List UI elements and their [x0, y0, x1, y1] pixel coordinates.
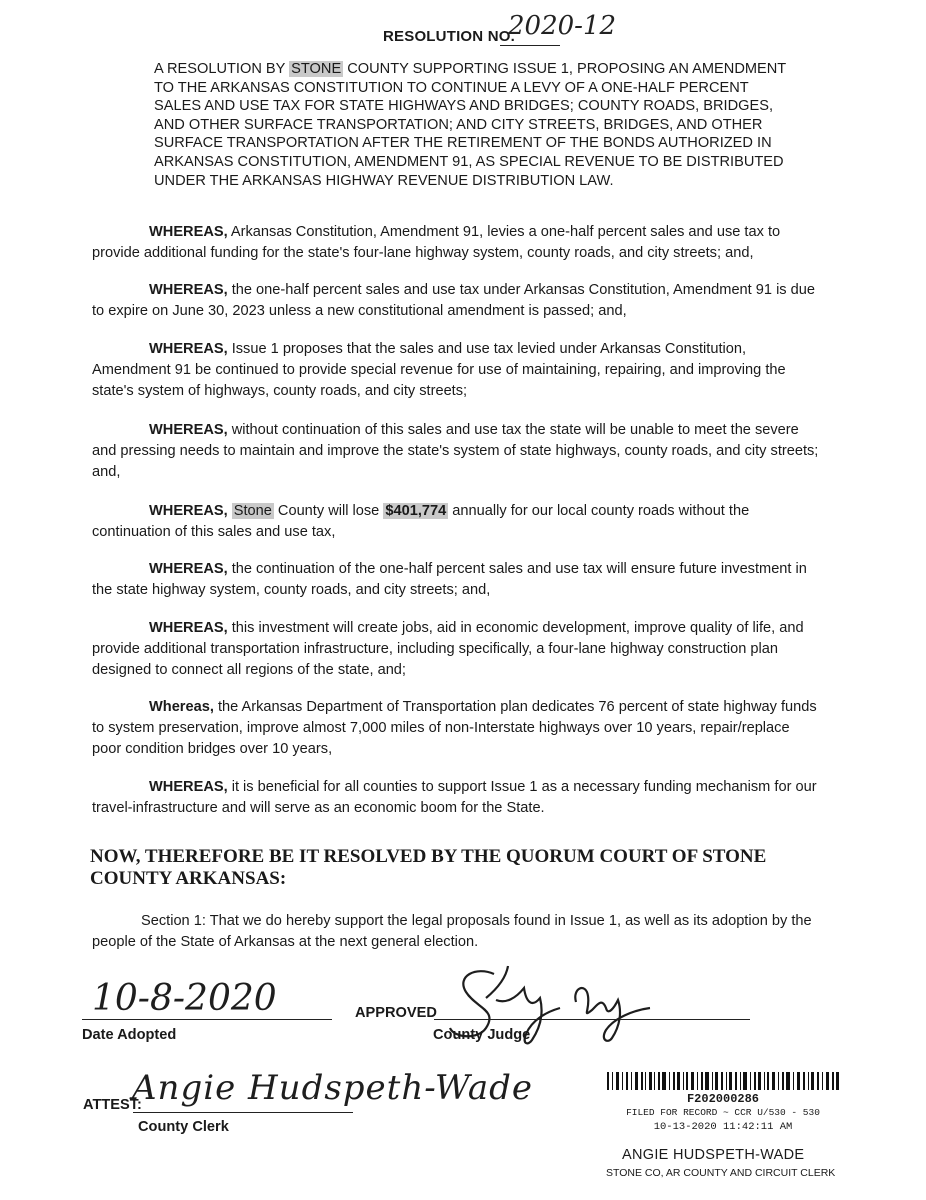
whereas-text: annually for our local county roads without the continuation of this sales and use tax, [92, 503, 750, 540]
resolved-heading: NOW, THEREFORE BE IT RESOLVED BY THE QUORUM COURT OF STONE COUNTY ARKANSAS: [90, 846, 767, 889]
whereas-lead: WHEREAS, [149, 224, 228, 240]
approved-label: APPROVED [355, 1005, 437, 1021]
whereas-paragraph [92, 222, 822, 264]
whereas-paragraph [92, 280, 822, 322]
whereas-lead: WHEREAS, [149, 620, 228, 636]
whereas-paragraph [92, 559, 822, 601]
attest-label: ATTEST: [83, 1097, 142, 1113]
date-adopted-label: Date Adopted [82, 1027, 177, 1043]
whereas-text: the one-half percent sales and use tax under Arkansas Constitution, Amendment 91 is due to expire on June 30, 2023 unless a new constitutional amendment is passed; and, [92, 282, 816, 319]
whereas-lead: WHEREAS, [149, 341, 228, 357]
filing-number: F202000286 [686, 1092, 759, 1106]
handwritten-date: 10-8-2020 [92, 978, 277, 1019]
whereas-lead: Whereas, [149, 699, 214, 715]
section-1-paragraph [92, 911, 822, 953]
whereas-text: Issue 1 proposes that the sales and use tax levied under Arkansas Constitution, Amendment 91 be continued to provide special revenue for use of maintaining, repairing, and improving the state's system of highways, county roads, and city streets; [92, 341, 786, 399]
filed-for-record-line: FILED FOR RECORD ~ CCR U/530 - 530 [626, 1107, 820, 1118]
whereas-paragraph [92, 618, 822, 681]
whereas-text: it is beneficial for all counties to support Issue 1 as a necessary funding mechanism for our travel-infrastructure and will serve as an economic boom for the State. [92, 779, 817, 816]
handwritten-resolution-number [504, 4, 624, 48]
resolution-number-label: RESOLUTION NO. [383, 28, 515, 45]
whereas-lead: WHEREAS, [149, 779, 228, 795]
whereas-paragraph [92, 420, 822, 483]
whereas-text: without continuation of this sales and use tax the state will be unable to meet the severe and pressing needs to maintain and improve the state's system of state highways, county roads, and city streets; and, [92, 422, 819, 480]
judge-signature-line [434, 1019, 750, 1020]
clerk-signature-line [133, 1112, 353, 1113]
whereas-county-highlight: Stone [233, 503, 272, 519]
preamble-before: A RESOLUTION BY [154, 61, 290, 77]
whereas-lead: WHEREAS, [149, 282, 228, 298]
clerk-name: ANGIE HUDSPETH-WADE [622, 1147, 805, 1163]
whereas-amount-highlight: $401,774 [385, 503, 447, 519]
filing-datetime: 10-13-2020 11:42:11 AM [653, 1121, 793, 1133]
whereas-lead: WHEREAS, [149, 503, 228, 519]
whereas-text: County will lose [273, 503, 384, 519]
resolution-preamble [154, 60, 794, 190]
date-signature-line [82, 1019, 332, 1020]
whereas-paragraph [92, 697, 822, 760]
clerk-signature: Angie Hudspeth-Wade [132, 1068, 534, 1108]
whereas-lead: WHEREAS, [149, 422, 228, 438]
whereas-text: this investment will create jobs, aid in economic development, improve quality of life, and provide additional transportation infrastructure, including specifically, a four-lane highway construction plan designed to connect all regions of the state, and; [92, 620, 804, 678]
whereas-text: the Arkansas Department of Transportation plan dedicates 76 percent of state highway funds to system preservation, improve almost 7,000 miles of non-Interstate highways over 10 years, repair/replace poor condition bridges over 10 years, [92, 699, 817, 757]
preamble-county-highlight: STONE [291, 61, 342, 77]
clerk-title: STONE CO, AR COUNTY AND CIRCUIT CLERK [606, 1167, 836, 1179]
whereas-paragraph [92, 339, 822, 402]
whereas-text: Arkansas Constitution, Amendment 91, levies a one-half percent sales and use tax to provide additional funding for the state's four-lane highway system, county roads, and city streets; and, [92, 224, 781, 261]
whereas-lead: WHEREAS, [149, 561, 228, 577]
section-1-text: Section 1: That we do hereby support the legal proposals found in Issue 1, as well as its adoption by the people of the State of Arkansas at the next general election. [92, 913, 812, 950]
whereas-paragraph [92, 777, 822, 819]
county-clerk-label: County Clerk [138, 1119, 229, 1135]
preamble-after: COUNTY SUPPORTING ISSUE 1, PROPOSING AN AMENDMENT TO THE ARKANSAS CONSTITUTION TO CONTINUE A LEVY OF A ONE-HALF PERCENT SALES AND USE TAX FOR STATE HIGHWAYS AND BRIDGES; COUNTY ROADS, BRIDGES, AND OTHER SURFACE TRANSPORTATION; AND CITY STREETS, BRIDGES, AND OTHER SURFACE TRANSPORTATION AFTER THE RETIREMENT OF THE BONDS AUTHORIZED IN ARKANSAS CONSTITUTION, AMENDMENT 91, AS SPECIAL REVENUE TO BE DISTRIBUTED UNDER THE ARKANSAS HIGHWAY REVENUE DISTRIBUTION LAW. [154, 61, 786, 189]
whereas-text: the continuation of the one-half percent sales and use tax will ensure future investment in the state highway system, county roads, and city streets; and, [92, 561, 807, 598]
resolution-number-line [500, 45, 560, 46]
barcode [607, 1072, 839, 1090]
county-judge-label: County Judge [433, 1027, 531, 1043]
resolution-number-handwriting: 2020-12 [508, 11, 617, 41]
whereas-paragraph [92, 501, 822, 543]
